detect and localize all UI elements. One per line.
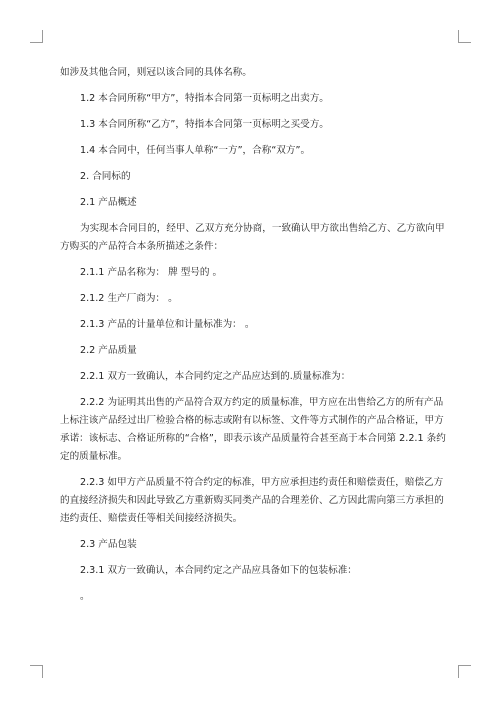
paragraph: 2.1.3 产品的计量单位和计量标准为： 。 — [80, 319, 255, 330]
paragraph: 2.2.1 双方一致确认，本合同约定之产品应达到的.质量标准为： — [80, 371, 351, 382]
document-body — [60, 64, 446, 614]
paragraph: 1.3 本合同所称“乙方”，特指本合同第一页标明之买受方。 — [80, 119, 329, 130]
paragraph: 2.2.3 如甲方产品质量不符合约定的标准，甲方应承担违约责任和赔偿责任，赔偿乙方的直接经济损失和因此导致乙方重新购买同类产品的合理差价、乙方因此需向第三方承担的违约责任、赔偿责任等相关间接经济损失。 — [60, 477, 444, 524]
subsection-heading: 2.1 产品概述 — [80, 197, 137, 208]
paragraph: 1.2 本合同所称“甲方”，特指本合同第一页标明之出卖方。 — [80, 93, 329, 104]
paragraph: 1.4 本合同中，任何当事人单称“一方”，合称“双方”。 — [80, 145, 311, 156]
paragraph: 2.1.1 产品名称为： 牌 型号的 。 — [80, 267, 223, 278]
subsection-heading: 2.2 产品质量 — [80, 345, 137, 356]
paragraph: 2.1.2 生产厂商为： 。 — [80, 293, 178, 304]
paragraph: 如涉及其他合同，则冠以该合同的具体名称。 — [60, 67, 252, 78]
section-heading: 2. 合同标的 — [80, 171, 131, 182]
paragraph: 。 — [80, 591, 90, 602]
paragraph: 2.2.2 为证明其出售的产品符合双方约定的质量标准，甲方应在出售给乙方的所有产品上标注该产品经过出厂检验合格的标志或附有以标签、文件等方式制作的产品合格证，甲方承诺：该标志、合格证所称的“合格”，即表示该产品质量符合甚至高于本合同第 2.2.1 条约定的质量标准。 — [60, 397, 446, 462]
crop-mark-bottom-right — [458, 665, 471, 678]
crop-mark-bottom-left — [30, 665, 43, 678]
paragraph: 为实现本合同目的，经甲、乙双方充分协商，一致确认甲方欲出售给乙方、乙方欲向甲方购买的产品符合本条所描述之条件： — [60, 223, 445, 252]
crop-mark-top-left — [30, 30, 43, 43]
subsection-heading: 2.3 产品包装 — [80, 539, 137, 550]
crop-mark-top-right — [458, 30, 471, 43]
paragraph: 2.3.1 双方一致确认，本合同约定之产品应具备如下的包装标准： — [80, 565, 357, 576]
